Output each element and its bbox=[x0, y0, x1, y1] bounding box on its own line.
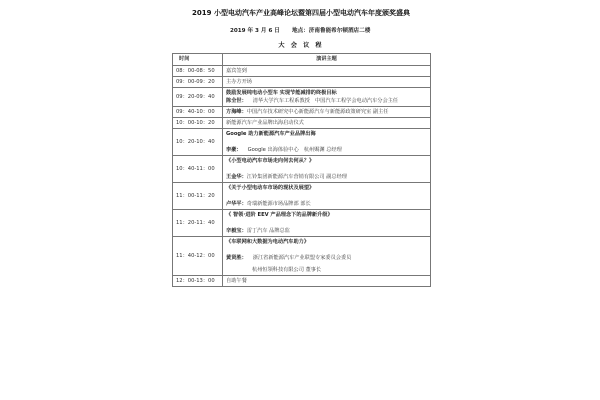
speaker-name: 黄贤胜： bbox=[226, 255, 247, 261]
speaker-name: 辛毅宝： bbox=[226, 228, 247, 234]
table-row bbox=[173, 129, 431, 156]
table-row bbox=[173, 77, 431, 88]
talk-title: 鼓励发展纯电动小型车 实现节能减排的终极目标 bbox=[226, 90, 337, 96]
table-row bbox=[173, 88, 431, 107]
row-time: 11：20-11：40 bbox=[173, 210, 223, 237]
event-location: 地点：济南鲁能希尔顿酒店二楼 bbox=[292, 28, 371, 34]
topic-column-header: 演讲主题 bbox=[223, 54, 431, 66]
talk-title: 《小型电动汽车市场走向何去何从？》 bbox=[226, 158, 315, 164]
row-topic bbox=[223, 210, 431, 237]
row-time: 10：00-10：20 bbox=[173, 118, 223, 129]
row-topic: 自助午餐 bbox=[223, 276, 431, 287]
row-topic bbox=[223, 129, 431, 156]
talk-title: 《 智领·进阶 EEV 产品理念下的品牌新升级》 bbox=[226, 212, 333, 218]
speaker-name: 卢华平： bbox=[226, 201, 247, 207]
speaker-role: 浙江省新能源汽车产业联盟专家委员会委员 bbox=[252, 255, 352, 261]
table-row bbox=[173, 210, 431, 237]
row-topic: 主办方开场 bbox=[223, 77, 431, 88]
agenda-table bbox=[172, 53, 431, 287]
row-topic bbox=[223, 183, 431, 210]
row-time: 11：00-11：20 bbox=[173, 183, 223, 210]
talk-title: Google 助力新能源汽车产业品牌出海 bbox=[226, 131, 316, 137]
row-topic bbox=[223, 156, 431, 183]
row-topic bbox=[223, 237, 431, 276]
table-header-row bbox=[173, 54, 431, 66]
agenda-heading: 大 会 议 程 bbox=[278, 42, 324, 49]
row-time: 09：00-09：20 bbox=[173, 77, 223, 88]
row-time: 09：40-10：00 bbox=[173, 107, 223, 118]
table-row bbox=[173, 156, 431, 183]
speaker-role: 中国汽车技术研究中心新能源汽车与新能源政策研究室 副主任 bbox=[246, 109, 389, 115]
table-row bbox=[173, 183, 431, 210]
table-row bbox=[173, 118, 431, 129]
row-time: 10：20-10：40 bbox=[173, 129, 223, 156]
row-topic: 新能源汽车产业品牌出海启动仪式 bbox=[223, 118, 431, 129]
table-row bbox=[173, 237, 431, 276]
speaker-role: 江铃集团新能源汽车营销有限公司 副总经理 bbox=[246, 174, 347, 180]
row-time: 11：40-12：00 bbox=[173, 237, 223, 276]
row-topic bbox=[223, 88, 431, 107]
row-time: 12：00-13：00 bbox=[173, 276, 223, 287]
talk-title: 《关于小型电动车市场的现状及展望》 bbox=[226, 185, 315, 191]
speaker-role: Google 出海体验中心 杭州赐渊 总经理 bbox=[247, 147, 342, 153]
speaker-name: 陈全世： bbox=[226, 98, 247, 104]
event-date: 2019 年 3 月 6 日 bbox=[230, 28, 280, 34]
speaker-name: 王金华： bbox=[226, 174, 247, 180]
speaker-name: 方海峰： bbox=[226, 109, 247, 115]
table-row bbox=[173, 66, 431, 77]
table-row bbox=[173, 276, 431, 287]
row-topic: 嘉宾签到 bbox=[223, 66, 431, 77]
speaker-role: 雷丁汽车 品牌总监 bbox=[246, 228, 290, 234]
speaker-role: 清华大学汽车工程系教授 中国汽车工程学会电动汽车分会主任 bbox=[252, 98, 399, 104]
row-time: 10：40-11：00 bbox=[173, 156, 223, 183]
document-title: 2019 小型电动汽车产业高峰论坛暨第四届小型电动汽车年度颁奖盛典 bbox=[192, 9, 410, 17]
row-time: 08：00-08：50 bbox=[173, 66, 223, 77]
table-row bbox=[173, 107, 431, 118]
time-column-header: 时间 bbox=[173, 54, 223, 66]
talk-title: 《车联网和大数据为电动汽车助力》 bbox=[226, 239, 310, 245]
row-time: 09：20-09：40 bbox=[173, 88, 223, 107]
speaker-role: 奇瑞新能源市场品牌部 部长 bbox=[246, 201, 311, 207]
speaker-role-2: 杭州恒领科技有限公司 董事长 bbox=[252, 267, 322, 273]
row-topic bbox=[223, 107, 431, 118]
agenda-document bbox=[168, 0, 434, 400]
speaker-name: 李豪： bbox=[226, 147, 242, 153]
